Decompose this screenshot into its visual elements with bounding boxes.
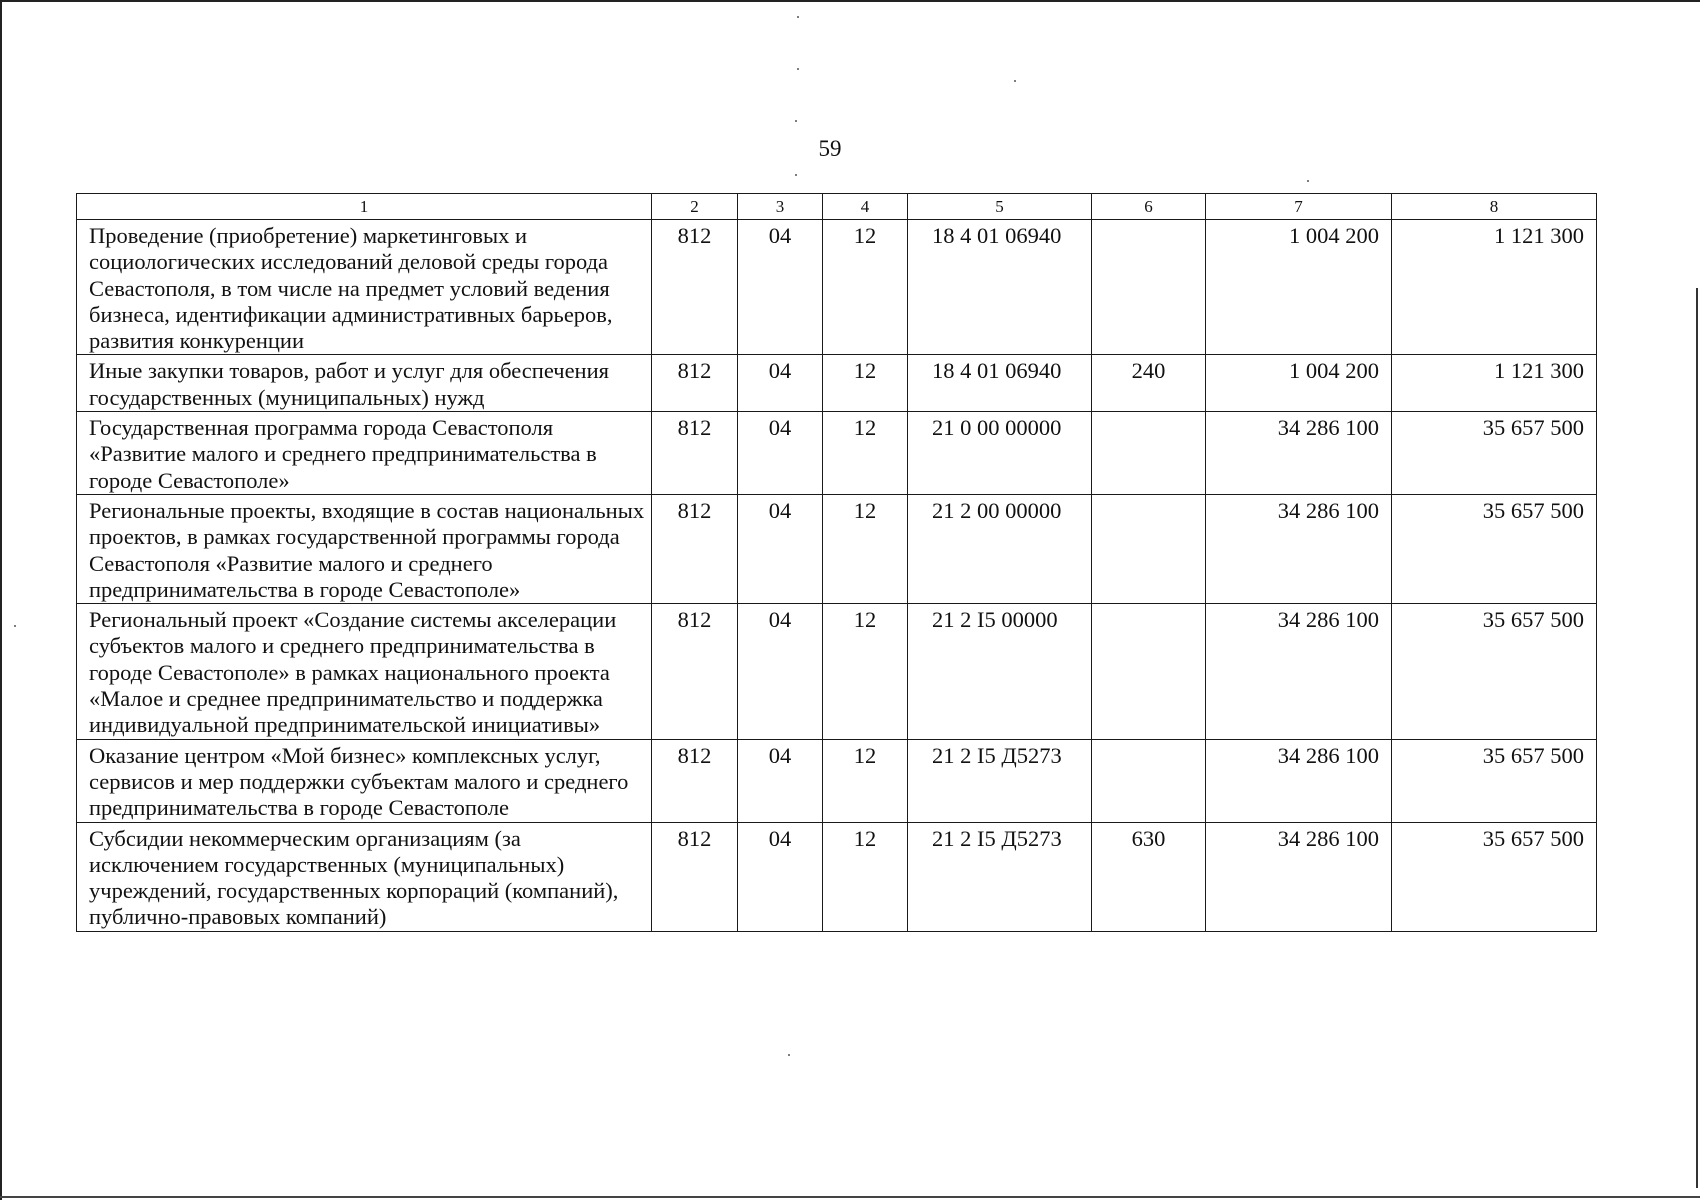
scan-speck	[788, 1054, 790, 1056]
row-name: Региональные проекты, входящие в состав национальных проектов, в рамках государственной программы города Севастополя «Развитие малого и среднего предпринимательства в городе Севастополе»	[77, 494, 652, 603]
header-row	[77, 194, 1597, 220]
cell-col2: 812	[652, 220, 738, 355]
scan-speck	[797, 68, 799, 70]
cell-col6	[1092, 412, 1206, 495]
cell-col2: 812	[652, 822, 738, 931]
scan-speck	[1014, 80, 1016, 82]
cell-col4: 12	[823, 412, 908, 495]
column-header: 7	[1206, 194, 1392, 220]
row-name: Региональный проект «Создание системы акселерации субъектов малого и среднего предпринимательства в городе Севастополе» в рамках национального проекта «Малое и среднее предпринимательство и поддержка индивидуальной предпринимательской инициативы»	[77, 604, 652, 739]
scan-speck	[795, 174, 797, 176]
column-header: 8	[1392, 194, 1597, 220]
cell-col8: 35 657 500	[1392, 604, 1597, 739]
cell-col6: 630	[1092, 822, 1206, 931]
cell-col2: 812	[652, 739, 738, 822]
column-header: 4	[823, 194, 908, 220]
cell-col2: 812	[652, 494, 738, 603]
cell-col3: 04	[738, 412, 823, 495]
column-header: 6	[1092, 194, 1206, 220]
row-name: Государственная программа города Севастополя «Развитие малого и среднего предпринимательства в городе Севастополе»	[77, 412, 652, 495]
cell-col5: 18 4 01 06940	[908, 220, 1092, 355]
column-header: 5	[908, 194, 1092, 220]
cell-col6: 240	[1092, 355, 1206, 412]
cell-col3: 04	[738, 494, 823, 603]
cell-col3: 04	[738, 220, 823, 355]
cell-col5: 21 2 I5 Д5273	[908, 822, 1092, 931]
cell-col3: 04	[738, 822, 823, 931]
table-row	[77, 355, 1597, 412]
budget-table	[76, 193, 1597, 932]
cell-col6	[1092, 494, 1206, 603]
cell-col8: 35 657 500	[1392, 494, 1597, 603]
cell-col4: 12	[823, 494, 908, 603]
scan-speck	[1307, 180, 1309, 182]
cell-col2: 812	[652, 604, 738, 739]
cell-col7: 34 286 100	[1206, 739, 1392, 822]
scan-edge-left	[0, 0, 2, 1200]
cell-col8: 1 121 300	[1392, 355, 1597, 412]
table-row	[77, 494, 1597, 603]
column-header: 2	[652, 194, 738, 220]
cell-col4: 12	[823, 220, 908, 355]
cell-col4: 12	[823, 355, 908, 412]
cell-col4: 12	[823, 822, 908, 931]
scan-speck	[14, 625, 16, 627]
cell-col4: 12	[823, 604, 908, 739]
row-name: Проведение (приобретение) маркетинговых и социологических исследований деловой среды города Севастополя, в том числе на предмет условий ведения бизнеса, идентификации административных барьеров, развития конкуренции	[77, 220, 652, 355]
table-row	[77, 604, 1597, 739]
cell-col4: 12	[823, 739, 908, 822]
scan-speck	[795, 120, 797, 122]
scan-edge-bottom	[0, 1196, 1700, 1198]
scan-speck	[797, 16, 799, 18]
cell-col5: 21 2 00 00000	[908, 494, 1092, 603]
cell-col3: 04	[738, 739, 823, 822]
cell-col7: 34 286 100	[1206, 412, 1392, 495]
table-row	[77, 739, 1597, 822]
row-name: Субсидии некоммерческим организациям (за исключением государственных (муниципальных) учреждений, государственных корпораций (компаний), публично-правовых компаний)	[77, 822, 652, 931]
cell-col6	[1092, 220, 1206, 355]
table-row	[77, 822, 1597, 931]
cell-col8: 1 121 300	[1392, 220, 1597, 355]
cell-col7: 1 004 200	[1206, 355, 1392, 412]
cell-col3: 04	[738, 355, 823, 412]
cell-col6	[1092, 739, 1206, 822]
cell-col8: 35 657 500	[1392, 822, 1597, 931]
cell-col2: 812	[652, 412, 738, 495]
cell-col5: 18 4 01 06940	[908, 355, 1092, 412]
cell-col5: 21 0 00 00000	[908, 412, 1092, 495]
cell-col7: 1 004 200	[1206, 220, 1392, 355]
column-header: 3	[738, 194, 823, 220]
column-header: 1	[77, 194, 652, 220]
cell-col8: 35 657 500	[1392, 739, 1597, 822]
cell-col5: 21 2 I5 00000	[908, 604, 1092, 739]
row-name: Иные закупки товаров, работ и услуг для обеспечения государственных (муниципальных) нужд	[77, 355, 652, 412]
table-row	[77, 412, 1597, 495]
row-name: Оказание центром «Мой бизнес» комплексных услуг, сервисов и мер поддержки субъектам малого и среднего предпринимательства в городе Севастополе	[77, 739, 652, 822]
scan-edge-top	[0, 0, 1700, 2]
table-row	[77, 220, 1597, 355]
cell-col5: 21 2 I5 Д5273	[908, 739, 1092, 822]
cell-col3: 04	[738, 604, 823, 739]
scan-edge-right	[1696, 288, 1698, 1188]
cell-col2: 812	[652, 355, 738, 412]
cell-col8: 35 657 500	[1392, 412, 1597, 495]
cell-col7: 34 286 100	[1206, 494, 1392, 603]
cell-col6	[1092, 604, 1206, 739]
page-number: 59	[818, 136, 842, 161]
cell-col7: 34 286 100	[1206, 822, 1392, 931]
cell-col7: 34 286 100	[1206, 604, 1392, 739]
